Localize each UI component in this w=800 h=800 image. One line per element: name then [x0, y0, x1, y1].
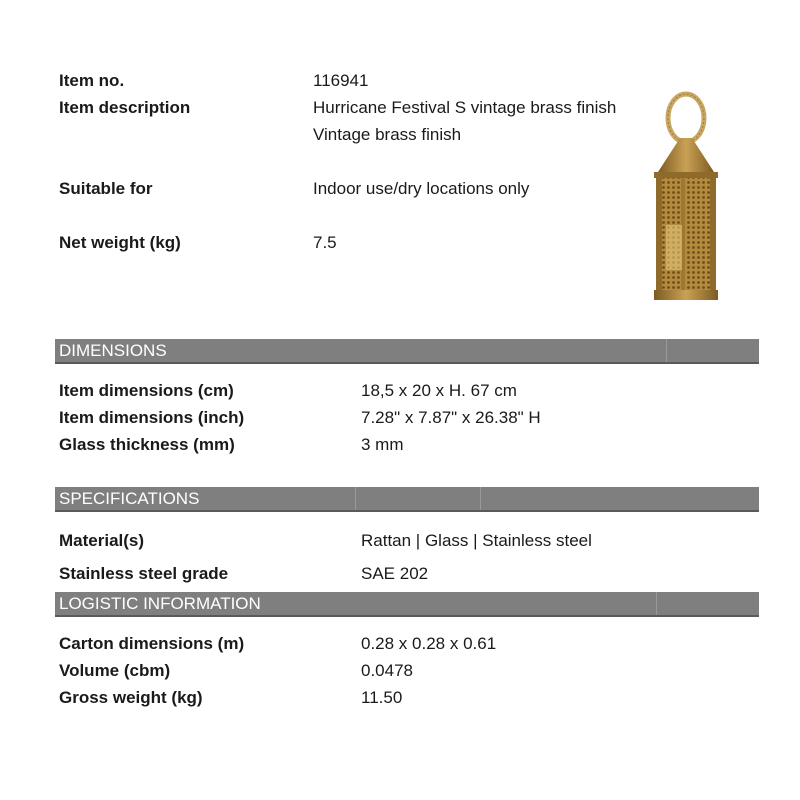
suitable-for-value: Indoor use/dry locations only: [313, 179, 530, 198]
logistics-header-title: LOGISTIC INFORMATION: [59, 594, 261, 613]
carton-dimensions-label: Carton dimensions (m): [59, 634, 245, 653]
specifications-section-header: [55, 487, 759, 512]
dimensions-header-title: DIMENSIONS: [59, 341, 167, 360]
specifications-header-title: SPECIFICATIONS: [59, 489, 200, 508]
net-weight-value: 7.5: [313, 233, 337, 252]
header-divider: [666, 339, 667, 362]
brass-lantern-image: [636, 90, 736, 305]
steel-grade-label: Stainless steel grade: [59, 564, 229, 583]
item-no-value: 116941: [313, 71, 369, 90]
item-description-value: Hurricane Festival S vintage brass finish: [313, 98, 617, 117]
logistics-section-header: [55, 592, 759, 617]
dimensions-section-header: [55, 339, 759, 364]
header-divider: [656, 592, 657, 615]
header-divider: [480, 487, 481, 510]
dimension-value-cm: 18,5 x 20 x H. 67 cm: [361, 381, 517, 400]
header-divider: [355, 487, 356, 510]
gross-weight-value: 11.50: [361, 688, 403, 707]
dimension-label-inch: Item dimensions (inch): [59, 408, 245, 427]
material-label: Material(s): [59, 531, 145, 550]
material-value: Rattan | Glass | Stainless steel: [361, 531, 592, 550]
net-weight-label: Net weight (kg): [59, 233, 181, 252]
glass-thickness-label: Glass thickness (mm): [59, 435, 235, 454]
item-description-label: Item description: [59, 98, 191, 117]
carton-dimensions-value: 0.28 x 0.28 x 0.61: [361, 634, 497, 653]
item-description-value-2: Vintage brass finish: [313, 125, 462, 144]
glass-thickness-value: 3 mm: [361, 435, 404, 454]
gross-weight-label: Gross weight (kg): [59, 688, 203, 707]
suitable-for-label: Suitable for: [59, 179, 153, 198]
volume-label: Volume (cbm): [59, 661, 171, 680]
dimension-label-cm: Item dimensions (cm): [59, 381, 234, 400]
volume-value: 0.0478: [361, 661, 413, 680]
steel-grade-value: SAE 202: [361, 564, 429, 583]
dimension-value-inch: 7.28" x 7.87" x 26.38" H: [361, 408, 541, 427]
item-no-label: Item no.: [59, 71, 125, 90]
